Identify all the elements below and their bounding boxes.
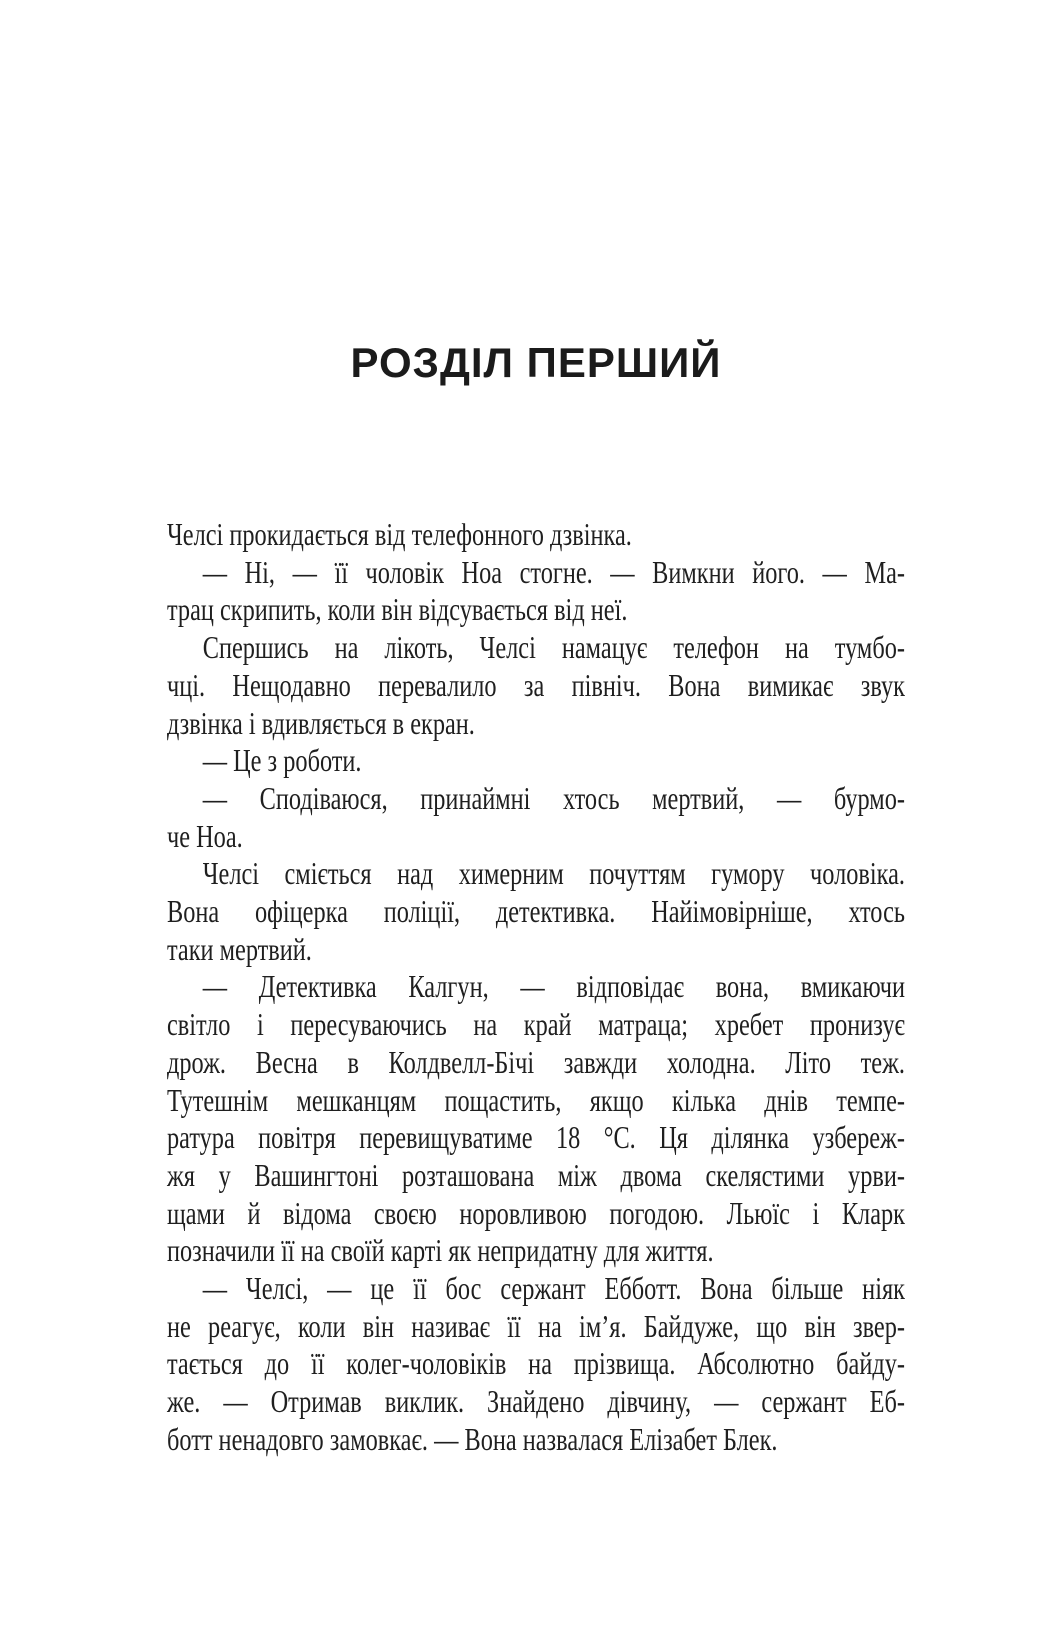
paragraph [167,855,905,968]
paragraph [167,516,905,554]
text-line: чці. Нещодавно перевалило за північ. Вона вимикає звук [167,666,905,703]
text-line: — Ні, — її чоловік Ноа стогне. — Вимкни його. — Ма- [202,553,905,590]
text-line: жя у Вашингтоні розташована між двома скелястими урви- [167,1156,905,1193]
text-line: світло і пересуваючись на край матраца; хребет пронизує [167,1006,905,1043]
text-line: же. — Отримав виклик. Знайдено дівчину, — сержант Еб- [167,1383,905,1420]
text-line: тається до її колег-чоловіків на прізвища. Абсолютно байду- [167,1345,905,1382]
text-line: — Челсі, — це її бос сержант Ебботт. Вона більше ніяк [202,1270,905,1307]
text-line: — Сподіваюся, принаймні хтось мертвий, — бурмо- [202,779,905,816]
paragraph [167,1270,905,1459]
text-line: позначили її на своїй карті як непридатну для життя. [167,1232,714,1269]
text-line: Вона офіцерка поліції, детективка. Найімовірніше, хтось [167,893,905,930]
text-line: щами й відома своєю норовливою погодою. Льюїс і Кларк [167,1194,905,1231]
text-line: таки мертвий. [167,930,312,967]
paragraph [167,554,905,629]
paragraph [167,968,905,1270]
body-text [167,516,905,1459]
paragraph [167,629,905,742]
text-line: Спершись на лікоть, Челсі намацує телефон на тумбо- [202,629,905,666]
text-line: трац скрипить, коли він відсувається від неї. [167,591,628,628]
chapter-title: РОЗДІЛ ПЕРШИЙ [350,339,722,386]
text-line: дрож. Весна в Колдвелл-Бічі завжди холодна. Літо теж. [167,1043,905,1080]
text-line: Тутешнім мешканцям пощастить, якщо кілька днів темпе- [167,1081,905,1118]
text-line: дзвінка і вдивляється в екран. [167,704,475,741]
text-line: Челсі прокидається від телефонного дзвінка. [167,516,632,552]
text-line: че Ноа. [167,817,243,854]
text-line: не реагує, коли він називає її на ім’я. Байдуже, що він звер- [167,1307,905,1344]
text-line: Челсі сміється над химерним почуттям гумору чоловіка. [202,855,905,892]
text-line: ботт ненадовго замовкає. — Вона назвалася Елізабет Блек. [167,1420,778,1457]
paragraph [167,780,905,855]
text-line: — Детективка Калгун, — відповідає вона, вмикаючи [202,968,905,1005]
paragraph [167,742,905,780]
text-line: ратура повітря перевищуватиме 18 °С. Ця ділянка узбереж- [167,1119,905,1156]
text-line: — Це з роботи. [202,742,362,779]
